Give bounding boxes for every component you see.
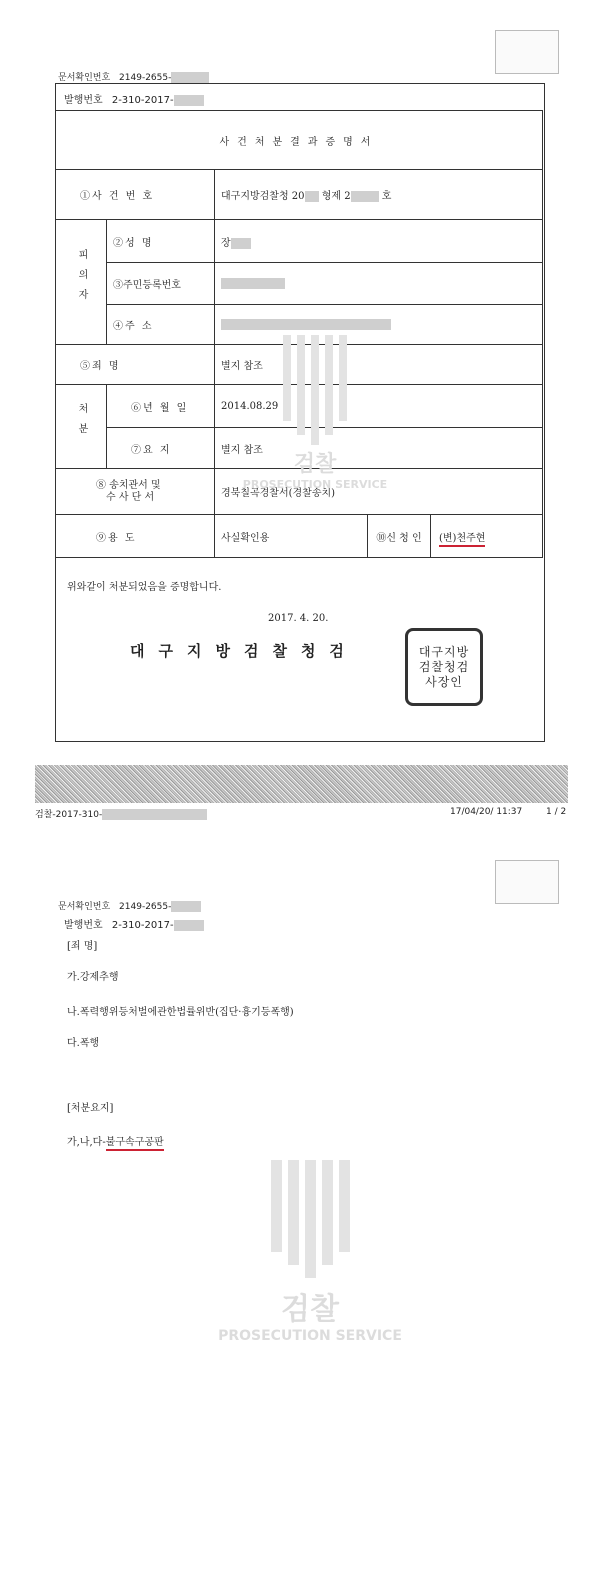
issue-date: 2017. 4. 20. — [268, 613, 329, 624]
issue-line-2 — [64, 916, 204, 931]
crime-value: 별지 참조 — [215, 345, 543, 385]
gist-line — [67, 1133, 164, 1148]
address-label: ④주 소 — [107, 305, 215, 345]
redaction — [351, 191, 379, 202]
redaction — [171, 72, 209, 83]
name-value — [215, 220, 543, 263]
fax-footer-timestamp: 17/04/20/ 11:37 — [450, 807, 523, 817]
corner-stamp-box-2 — [495, 860, 559, 904]
name-label: ②성 명 — [107, 220, 215, 263]
suspect-group-text: 피의자 — [76, 248, 87, 309]
issuer-name: 대구지방검찰청검 — [130, 642, 358, 660]
redaction — [305, 191, 319, 202]
crime-item: 가.강제추행 — [67, 972, 119, 983]
issue-number: 2-310-2017- — [111, 95, 174, 106]
rrn-label: ③주민등록번호 — [107, 263, 215, 305]
doc-check-label: 문서확인번호 — [58, 73, 111, 83]
watermark-korean: 검찰 — [293, 452, 337, 477]
fax-footer-left — [35, 807, 207, 820]
disposition-group-text: 처분 — [76, 403, 87, 443]
watermark-bars-icon — [230, 335, 400, 445]
doc-check-number: 2149-2655- — [119, 73, 172, 83]
case-prefix: 대구지방검찰청 20 — [221, 191, 305, 202]
rrn-value — [215, 263, 543, 305]
office-label-line1: ⑧ 송치관서 및 — [96, 479, 161, 491]
doc-check-line-2 — [58, 899, 201, 912]
watermark-page2 — [205, 1160, 415, 1344]
redaction — [221, 319, 391, 330]
office-value: 경북칠곡경찰서(경찰송치) — [215, 469, 543, 515]
applicant-label: ⑩신 청 인 — [368, 515, 431, 557]
redaction — [231, 238, 251, 249]
watermark-page1 — [230, 335, 400, 491]
applicant-cell — [368, 515, 543, 558]
doc-check-number-2: 2149-2655- — [119, 902, 172, 912]
crime-item: 나.폭력행위등처벌에관한법률위반(집단·흉기등폭행) — [67, 1007, 294, 1018]
fax-noise-band — [35, 765, 568, 803]
suspect-group-label — [56, 220, 107, 345]
issue-label-2: 발행번호 — [64, 920, 103, 931]
watermark-korean: 검찰 — [281, 1292, 339, 1327]
office-label-line2: 수 사 단 서 — [106, 491, 155, 503]
name-text: 장 — [221, 237, 231, 249]
seal-text: 대구지방검찰청검사장인 — [418, 644, 470, 689]
gist-label: ⑦요 지 — [107, 428, 215, 469]
gist-heading: [처분요지] — [67, 1103, 114, 1114]
watermark-english: PROSECUTION SERVICE — [242, 478, 388, 491]
redaction — [174, 920, 204, 931]
redaction — [102, 809, 207, 820]
date-label: ⑥년 월 일 — [107, 385, 215, 428]
watermark-english: PROSECUTION SERVICE — [218, 1328, 402, 1344]
date-value: 2014.08.29 — [215, 385, 543, 428]
gist-value: 불구속구공판 — [106, 1137, 164, 1151]
redaction — [221, 278, 285, 289]
fax-footer-page: 1 / 2 — [546, 807, 567, 817]
disposition-group-label — [56, 385, 107, 469]
crime-item: 다.폭행 — [67, 1038, 100, 1049]
document-title: 사건처분결과증명서 — [56, 111, 543, 170]
issue-number-2: 2-310-2017- — [111, 920, 174, 931]
redaction — [171, 901, 201, 912]
case-suffix: 호 — [381, 191, 392, 202]
purpose-value: 사실확인용 — [215, 515, 368, 558]
corner-stamp-box — [495, 30, 559, 74]
office-label — [56, 469, 215, 515]
purpose-label: ⑨용 도 — [56, 515, 215, 558]
watermark-bars-icon — [205, 1160, 415, 1278]
official-seal — [405, 628, 483, 706]
gist-value: 별지 참조 — [215, 428, 543, 469]
applicant-value: (변)천주현 — [439, 533, 485, 547]
fax-footer-id: 검찰-2017-310- — [35, 810, 103, 820]
crime-label: ⑤죄 명 — [56, 345, 215, 385]
doc-check-label-2: 문서확인번호 — [58, 902, 111, 912]
crime-heading: [죄 명] — [67, 941, 98, 952]
certify-text: 위와같이 처분되었음을 증명합니다. — [67, 582, 222, 593]
case-mid: 형제 2 — [321, 191, 351, 202]
doc-check-line — [58, 70, 209, 83]
case-number-label: ①사 건 번 호 — [56, 170, 215, 220]
gist-prefix: 가,나,다- — [67, 1137, 106, 1148]
issue-label: 발행번호 — [64, 95, 103, 106]
case-number-value — [215, 170, 543, 220]
